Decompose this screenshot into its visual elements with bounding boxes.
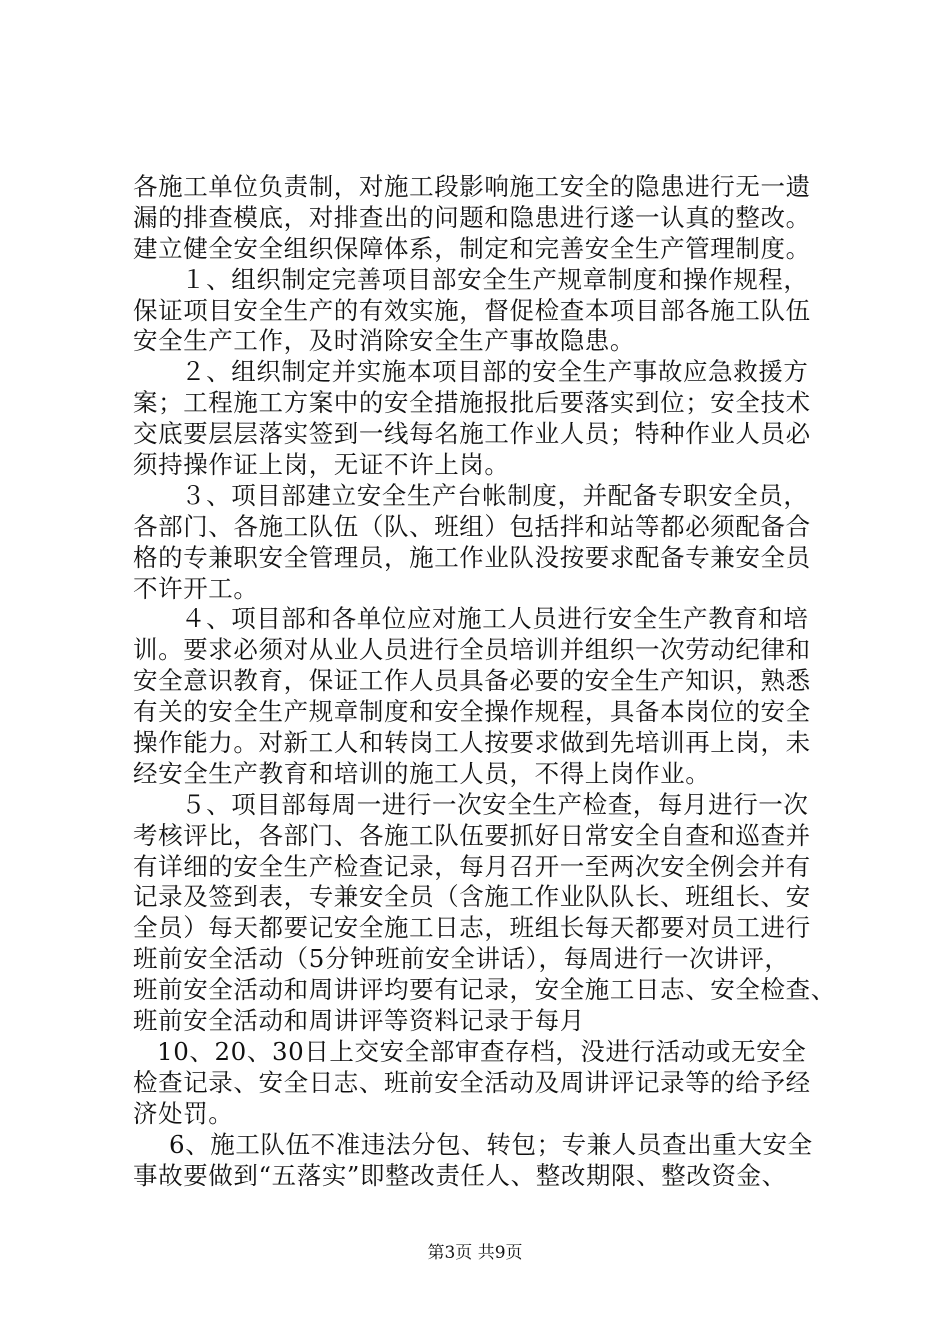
text-line: 各部门、各施工队伍（队、班组）包括拌和站等都必须配备合 [133,511,811,541]
text-line: 交底要层层落实签到一线每名施工作业人员；特种作业人员必 [133,419,811,449]
text-line: 全员）每天都要记安全施工日志，班组长每天都要对员工进行 [133,913,811,943]
text-line: 有详细的安全生产检查记录，每月召开一至两次安全例会并有 [133,851,811,881]
paragraph-start-line: ３、项目部建立安全生产台帐制度，并配备专职安全员， [181,480,809,510]
text-line: 班前安全活动和周讲评均要有记录，安全施工日志、安全检查、 [133,975,836,1005]
page-number-footer: 第3页 共9页 [427,1243,523,1263]
text-line: 漏的排查模底，对排查出的问题和隐患进行遂一认真的整改。 [133,202,811,232]
text-line: 操作能力。对新工人和转岗工人按要求做到先培训再上岗，未 [133,728,811,758]
text-line: 考核评比，各部门、各施工队伍要抓好日常安全自查和巡查并 [133,820,811,850]
text-line: 案；工程施工方案中的安全措施报批后要落实到位；安全技术 [133,388,811,418]
text-line: 保证项目安全生产的有效实施，督促检查本项目部各施工队伍 [133,295,811,325]
text-line: 安全意识教育，保证工作人员具备必要的安全生产知识，熟悉 [133,666,811,696]
text-line: 须持操作证上岗，无证不许上岗。 [133,450,510,480]
text-line: 班前安全活动（5分钟班前安全讲话），每周进行一次讲评， [133,944,790,974]
paragraph-start-line: １、组织制定完善项目部安全生产规章制度和操作规程， [181,264,809,294]
text-line: 济处罚。 [133,1098,234,1128]
text-line: 建立健全安全组织保障体系，制定和完善安全生产管理制度。 [133,233,811,263]
text-line: 记录及签到表，专兼安全员（含施工作业队队长、班组长、安 [133,882,811,912]
paragraph-start-line: ４、项目部和各单位应对施工人员进行安全生产教育和培 [181,604,809,634]
paragraph-start-line: ２、组织制定并实施本项目部的安全生产事故应急救援方 [181,357,809,387]
text-line: 各施工单位负责制，对施工段影响施工安全的隐患进行无一遗 [133,172,811,201]
paragraph-start-line: 6、施工队伍不准违法分包、转包；专兼人员查出重大安全 [169,1129,813,1159]
text-line: 训。要求必须对从业人员进行全员培训并组织一次劳动纪律和 [133,635,811,665]
paragraph-start-line: ５、项目部每周一进行一次安全生产检查，每月进行一次 [181,789,809,819]
text-line: 经安全生产教育和培训的施工人员，不得上岗作业。 [133,758,711,788]
text-line: 不许开工。 [133,573,259,603]
paragraph-start-line: 10、20、30日上交安全部审查存档，没进行活动或无安全 [157,1036,807,1066]
text-line: 格的专兼职安全管理员，施工作业队没按要求配备专兼安全员 [133,542,811,572]
text-line: 安全生产工作，及时消除安全生产事故隐患。 [133,326,635,356]
text-line: 检查记录、安全日志、班前安全活动及周讲评记录等的给予经 [133,1067,811,1097]
text-line: 有关的安全生产规章制度和安全操作规程，具备本岗位的安全 [133,697,811,727]
document-body [133,172,853,1191]
text-line: 班前安全活动和周讲评等资料记录于每月 [133,1006,585,1036]
text-line: 事故要做到“五落实”即整改责任人、整改期限、整改资金、 [133,1160,787,1190]
